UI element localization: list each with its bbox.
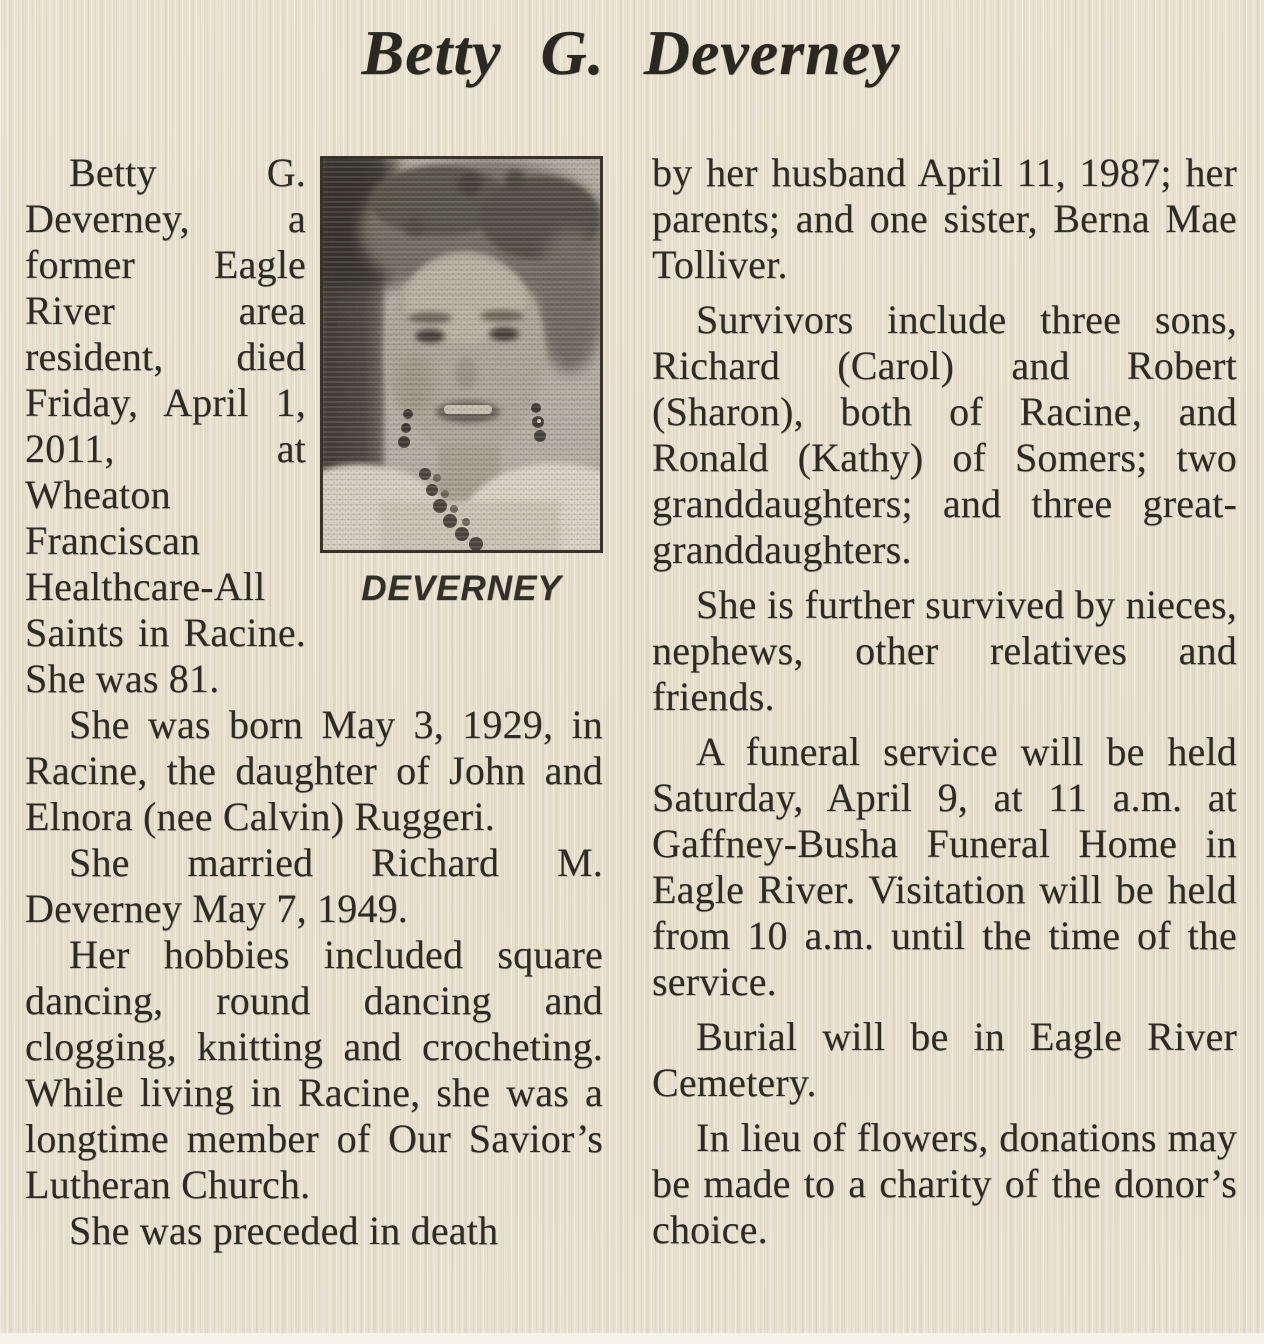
obituary-paragraph-hobbies: Her hobbies included square dancing, round dancing and clogging, knitting and crocheting. While living in Racine, she was a longtime member of Our Savior’s Lutheran Church. [25, 932, 603, 1207]
left-column [25, 150, 603, 1254]
obituary-paragraph-born: She was born May 3, 1929, in Racine, the daughter of John and Elnora (nee Calvin) Ruggeri. [25, 702, 603, 839]
photo-caption: DEVERNEY [361, 569, 562, 608]
obituary-photo-figure [320, 156, 603, 612]
scan-edge-strip [0, 1333, 1264, 1344]
obituary-paragraph-preceded-start: She was preceded in death [69, 1208, 499, 1253]
portrait-photo [320, 156, 603, 553]
obituary-paragraph-donations: In lieu of flowers, donations may be made to a charity of the donor’s choice. [652, 1115, 1237, 1252]
obituary-paragraph-survivors: Survivors include three sons, Richard (Carol) and Robert (Sharon), both of Racine, and Ronald (Kathy) of Somers; two granddaughters; and three great-granddaughters. [652, 297, 1237, 572]
obituary-paragraph-burial: Burial will be in Eagle River Cemetery. [652, 1014, 1237, 1105]
obituary-paragraph-marriage: She married Richard M. Deverney May 7, 1949. [25, 840, 603, 931]
right-column [652, 150, 1237, 1253]
obituary-paragraph-intro: Betty G. Deverney, a former Eagle River area resident, died Friday, April 1, 2011, at Wheaton Franciscan Healthcare-All Saints in Racine. She was 81. [25, 150, 306, 701]
obituary-paragraph-funeral: A funeral service will be held Saturday, April 9, at 11 a.m. at Gaffney-Busha Funeral Home in Eagle River. Visitation will be held from 10 a.m. until the time of the service. [652, 729, 1237, 1004]
obituary-paragraph-further-survived: She is further survived by nieces, nephews, other relatives and friends. [652, 582, 1237, 719]
obituary-paragraph-preceded-continued: by her husband April 11, 1987; her parents; and one sister, Berna Mae Tolliver. [652, 150, 1237, 287]
obituary-headline: Betty G. Deverney [361, 17, 901, 88]
